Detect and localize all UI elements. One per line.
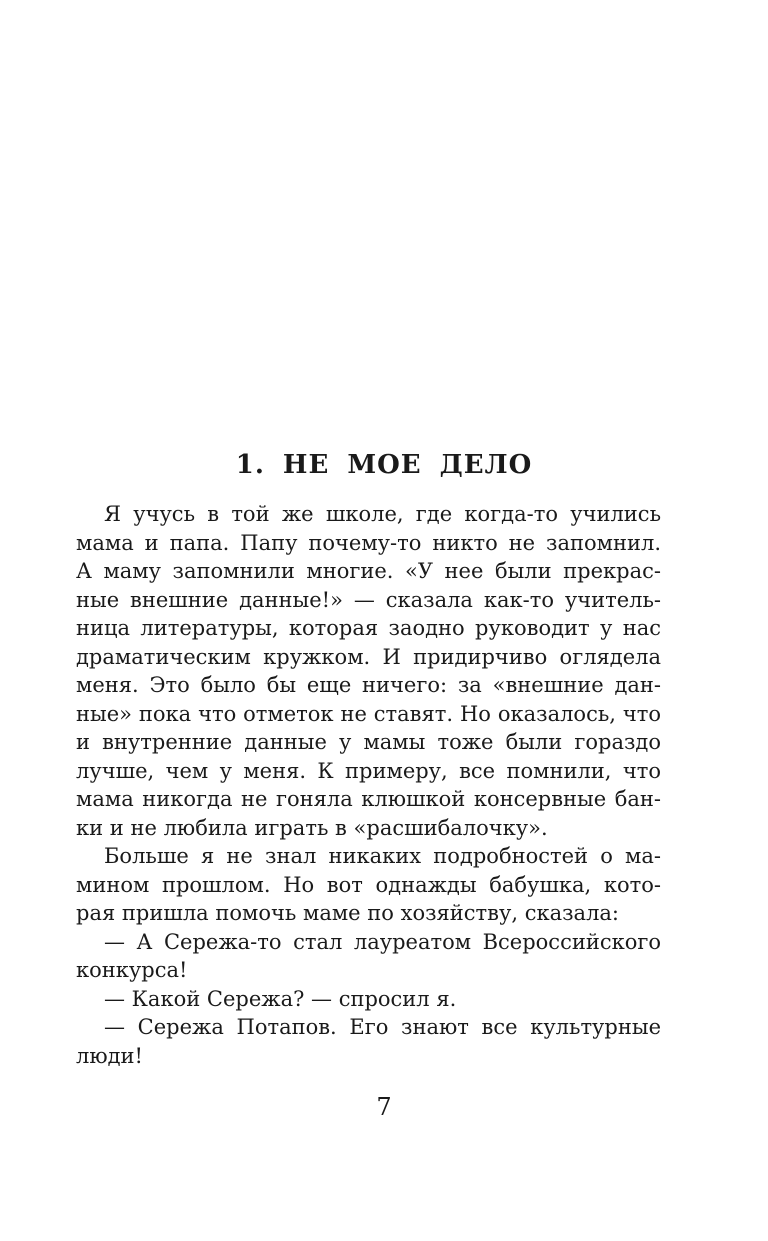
text-line-10: лучше, чем у меня. К примеру, все помнили, что <box>76 758 661 783</box>
text-line-5: ница литературы, которая заодно руководит у нас <box>76 616 661 640</box>
text-line-14: мином прошлом. Но вот однажды бабушка, кото- <box>76 872 661 897</box>
dialogue-line-1-cont: конкурса! <box>76 958 188 982</box>
dialogue-line-2: — Какой Сережа? — спросил я. <box>104 986 457 1011</box>
dialogue-line-3-cont: люди! <box>76 1043 143 1068</box>
page-number: 7 <box>376 1093 392 1121</box>
text-line-11: мама никогда не гоняла клюшкой консервные бан- <box>76 787 661 811</box>
text-line-7: меня. Это было бы еще ничего: за «внешние дан- <box>76 673 661 697</box>
text-line-1: Я учусь в той же школе, где когда-то учились <box>104 502 661 526</box>
chapter-text <box>76 500 661 1070</box>
chapter-title: 1. НЕ МОЕ ДЕЛО <box>235 450 533 480</box>
text-line-13: Больше я не знал никаких подробностей о ма- <box>104 844 661 868</box>
text-line-2: мама и папа. Папу почему-то никто не запомнил. <box>76 530 661 555</box>
text-line-3: А маму запомнили многие. «У нее были прекрас- <box>76 559 661 583</box>
text-line-4: ные внешние данные!» — сказала как-то учитель- <box>76 587 661 612</box>
text-line-8: ные» пока что отметок не ставят. Но оказалось, что <box>76 701 661 726</box>
dialogue-line-1: — А Сережа-то стал лауреатом Всероссийского <box>104 929 661 954</box>
text-line-15: рая пришла помочь маме по хозяйству, сказала: <box>76 901 620 925</box>
dialogue-line-3: — Сережа Потапов. Его знают все культурные <box>104 1015 661 1039</box>
text-line-6: драматическим кружком. И придирчиво оглядела <box>76 644 661 669</box>
text-line-9: и внутренние данные у мамы тоже были гораздо <box>76 730 661 754</box>
text-line-12: ки и не любила играть в «расшибалочку». <box>76 815 548 840</box>
